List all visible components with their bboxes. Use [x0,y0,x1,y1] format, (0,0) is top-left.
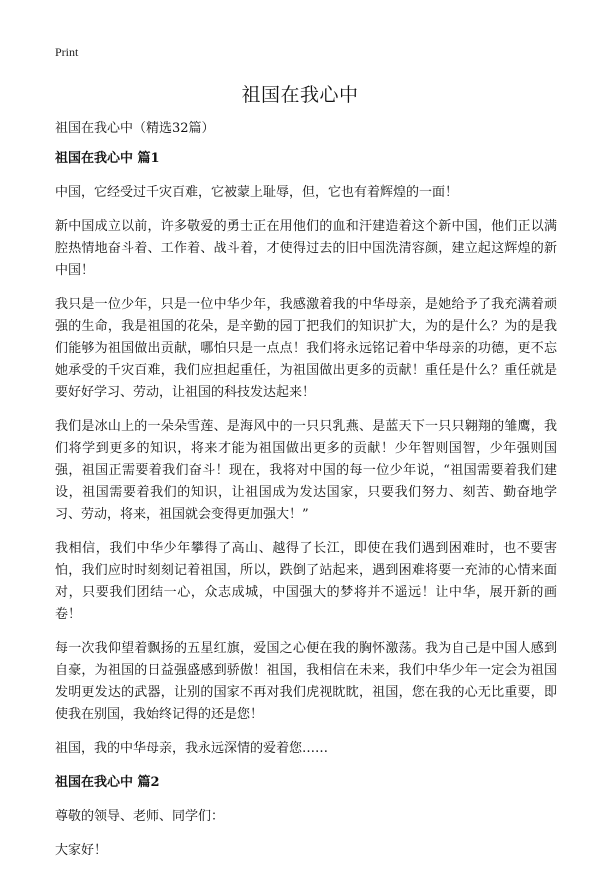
paragraph: 我相信，我们中华少年攀得了高山、越得了长江，即使在我们遇到困难时，也不要害怕，我们应时时刻刻记着祖国，所以，跌倒了站起来，遇到困难将要一充沛的心情来面对，只要我们团结一心，众志成城，中国强大的梦将并不遥远！让中华，展开新的画卷！ [55,541,557,622]
paragraph: 新中国成立以前，许多敬爱的勇士正在用他们的血和汗建造着这个新中国，他们正以满腔热情地奋斗着、工作着、战斗着，才使得过去的旧中国洗清容颜，建立起这辉煌的新中国！ [55,219,557,278]
section-heading: 祖国在我心中 篇1 [55,151,160,166]
article-subtitle: 祖国在我心中（精选32篇） [55,121,215,136]
paragraph: 我们是冰山上的一朵朵雪莲、是海风中的一只只乳燕、是蓝天下一只只翱翔的雏鹰，我们将学到更多的知识，将来才能为祖国做出更多的贡献！少年智则国智，少年强则国强，祖国正需要着我们奋斗！现在，我将对中国的每一位少年说，“祖国需要着我们建设，祖国需要着我们的知识，让祖国成为发达国家，只要我们努力、刻苦、勤奋地学习、劳动，将来，祖国就会变得更加强大！” [55,419,557,522]
paragraph: 大家好！ [55,843,108,858]
page-title: 祖国在我心中 [241,84,359,106]
paragraph: 我只是一位少年，只是一位中华少年，我感激着我的中华母亲，是她给予了我充满着顽强的生命，我是祖国的花朵，是辛勤的园丁把我们的知识扩大，为的是什么？为的是我们能够为祖国做出贡献，哪怕只是一点点！我们将永远铭记着中华母亲的功德，更不忘她承受的千灾百难，我们应担起重任，为祖国做出更多的贡献！重任是什么？重任就是要好好学习、劳动，让祖国的科技发达起来！ [55,297,557,400]
paragraph: 祖国，我的中华母亲，我永远深情的爱着您…… [55,741,329,756]
print-link[interactable]: Print [55,45,79,59]
section-heading: 祖国在我心中 篇2 [55,775,160,790]
article-body [55,118,557,874]
paragraph: 尊敬的领导、老师、同学们： [55,809,225,824]
paragraph: 中国，它经受过千灾百难，它被蒙上耻辱，但，它也有着辉煌的一面！ [55,185,459,200]
paragraph: 每一次我仰望着飘扬的五星红旗，爱国之心便在我的胸怀激荡。我为自己是中国人感到自豪，为祖国的日益强盛感到骄傲！祖国，我相信在未来，我们中华少年一定会为祖国发明更发达的武器，让别的国家不再对我们虎视眈眈，祖国，您在我的心无比重要，即使我在别国，我始终记得的还是您！ [55,641,557,722]
